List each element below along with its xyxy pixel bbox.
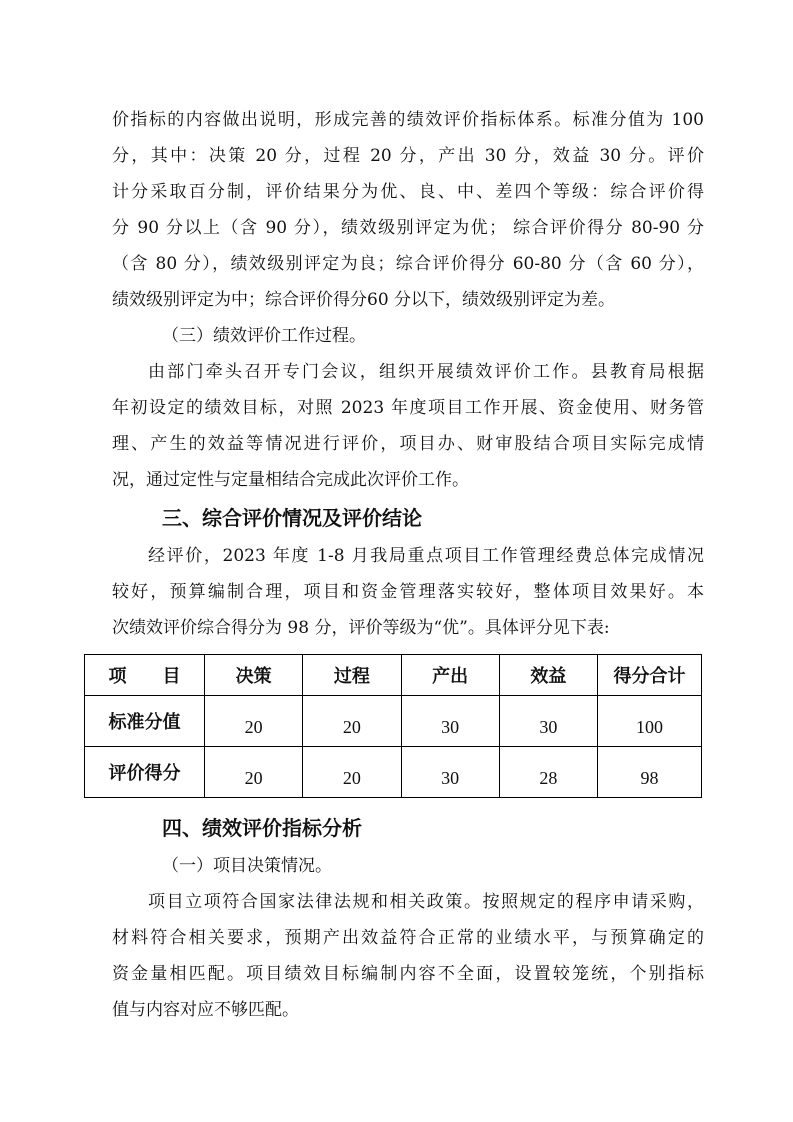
subheading-project-decision: （一）项目决策情况。	[162, 856, 332, 876]
text-line: 计分采取百分制，评价结果分为优、良、中、差四个等级：综合评价得	[112, 182, 704, 202]
table-cell: 30	[401, 696, 499, 747]
table-header-cell: 项 目	[85, 655, 205, 696]
text-line: 价指标的内容做出说明，形成完善的绩效评价指标体系。标准分值为 100	[112, 110, 704, 130]
table-cell: 100	[598, 696, 702, 747]
table-row-label: 评价得分	[85, 747, 205, 798]
paragraph-evaluation-process	[112, 354, 704, 498]
section-heading-conclusion: 三、综合评价情况及评价结论	[162, 506, 422, 530]
section-heading-indicator-analysis: 四、绩效评价指标分析	[162, 816, 362, 840]
table-cell: 98	[598, 747, 702, 798]
table-cell: 28	[499, 747, 597, 798]
text-line: 绩效级别评定为中；综合评价得分60 分以下，绩效级别评定为差。	[112, 290, 616, 310]
text-line: 分 90 分以上（含 90 分），绩效级别评定为优； 综合评价得分 80-90 分	[112, 218, 704, 238]
text-line: 经评价，2023 年度 1-8 月我局重点项目工作管理经费总体完成情况	[148, 546, 704, 566]
text-line: 由部门牵头召开专门会议，组织开展绩效评价工作。县教育局根据	[148, 362, 704, 382]
text-line: 况，通过定性与定量相结合完成此次评价工作。	[112, 470, 469, 490]
table-row	[85, 747, 702, 798]
table-cell: 20	[205, 747, 303, 798]
table-row-label: 标准分值	[85, 696, 205, 747]
document-body	[108, 102, 704, 1028]
table-header-cell: 决策	[205, 655, 303, 696]
text-line: 项目立项符合国家法律法规和相关政策。按照规定的程序申请采购，	[148, 892, 704, 912]
table-row	[85, 696, 702, 747]
table-cell: 20	[303, 696, 401, 747]
text-line: 较好，预算编制合理，项目和资金管理落实较好，整体项目效果好。本	[112, 582, 704, 602]
score-table	[84, 654, 702, 798]
text-line: （含 80 分），绩效级别评定为良；综合评价得分 60-80 分（含 60 分），	[112, 254, 704, 274]
table-header-cell: 过程	[303, 655, 401, 696]
table-cell: 30	[499, 696, 597, 747]
table-header-cell: 得分合计	[598, 655, 702, 696]
text-line: 分，其中：决策 20 分，过程 20 分，产出 30 分，效益 30 分。评价	[112, 146, 704, 166]
text-line: 年初设定的绩效目标，对照 2023 年度项目工作开展、资金使用、财务管	[112, 398, 704, 418]
paragraph-scoring-criteria	[112, 102, 704, 318]
table-cell: 20	[205, 696, 303, 747]
text-line: 值与内容对应不够匹配。	[112, 1000, 299, 1020]
text-line: 资金量相匹配。项目绩效目标编制内容不全面，设置较笼统，个别指标	[112, 964, 704, 984]
table-cell: 20	[303, 747, 401, 798]
table-cell: 30	[401, 747, 499, 798]
table-header-row	[85, 655, 702, 696]
table-header-cell: 效益	[499, 655, 597, 696]
subheading-evaluation-process: （三）绩效评价工作过程。	[162, 326, 366, 346]
paragraph-project-decision	[112, 884, 704, 1028]
table-header-cell: 产出	[401, 655, 499, 696]
text-line: 理、产生的效益等情况进行评价，项目办、财审股结合项目实际完成情	[112, 434, 704, 454]
text-line: 次绩效评价综合得分为 98 分，评价等级为“优”。具体评分见下表:	[112, 618, 610, 638]
paragraph-conclusion	[112, 538, 704, 646]
text-line: 材料符合相关要求，预期产出效益符合正常的业绩水平，与预算确定的	[112, 928, 704, 948]
